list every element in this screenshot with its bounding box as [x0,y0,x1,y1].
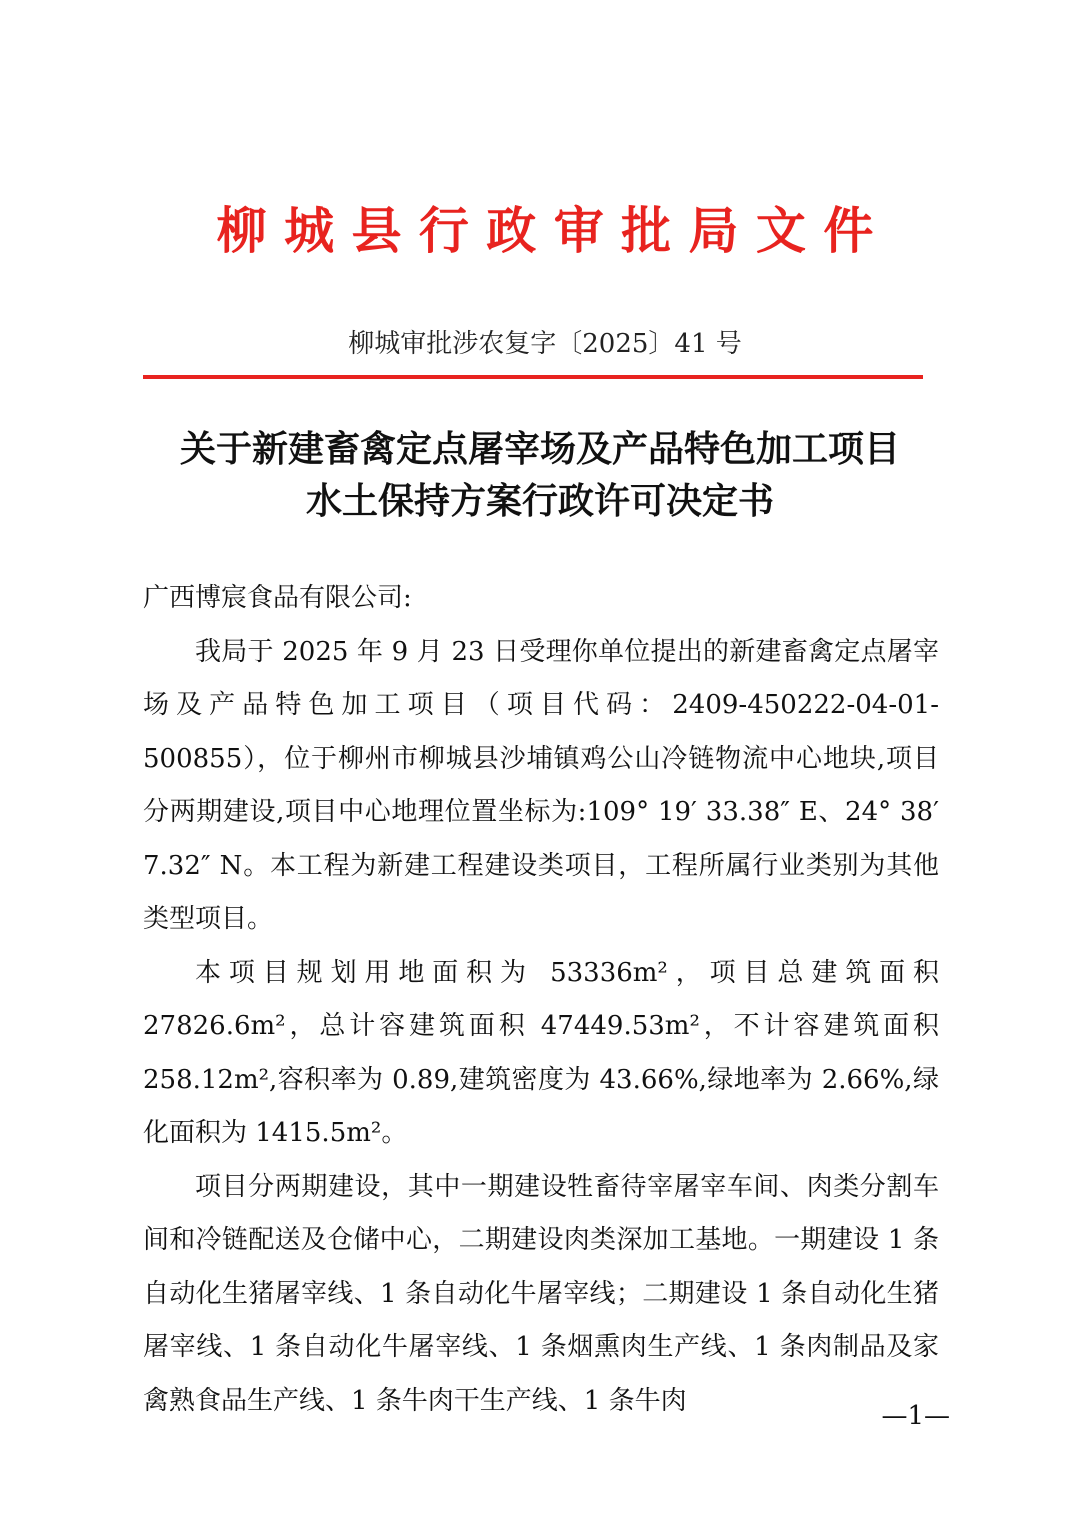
paragraph-1: 我局于 2025 年 9 月 23 日受理你单位提出的新建畜禽定点屠宰场及产品特色加工项目（项目代码：2409-450222-04-01-500855），位于柳州市柳城县沙埔镇鸡公山冷链物流中心地块,项目分两期建设,项目中心地理位置坐标为:109° 19′ 33.38″ E、24° 38′ 7.32″ N。本工程为新建工程建设类项目，工程所属行业类别为其他类型项目。 [143,636,939,934]
title-line-2: 水土保持方案行政许可决定书 [305,481,774,522]
title-line-1: 关于新建畜禽定点屠宰场及产品特色加工项目 [179,429,900,470]
document-body [143,572,939,1428]
document-number: 柳城审批涉农复字〔2025〕41 号 [348,329,742,359]
paragraph-3: 项目分两期建设，其中一期建设牲畜待宰屠宰车间、肉类分割车间和冷链配送及仓储中心，二期建设肉类深加工基地。一期建设 1 条自动化生猪屠宰线、1 条自动化牛屠宰线；二期建设 1 条自动化生猪屠宰线、1 条自动化牛屠宰线、1 条烟熏肉生产线、1 条肉制品及家禽熟食品生产线、1 条牛肉干生产线、1 条牛肉 [143,1171,939,1416]
document-title [130,424,950,528]
document-masthead: 柳 城 县 行 政 审 批 局 文 件 [216,201,874,260]
page-number: —1— [881,1401,950,1431]
paragraph-2: 本项目规划用地面积为 53336m²，项目总建筑面积 27826.6m²，总计容建筑面积 47449.53m²，不计容建筑面积 258.12m²,容积率为 0.89,建筑密度为 43.66%,绿地率为 2.66%,绿化面积为 1415.5m²。 [143,957,939,1148]
red-divider-line [143,375,923,379]
addressee: 广西博宸食品有限公司: [143,583,412,613]
